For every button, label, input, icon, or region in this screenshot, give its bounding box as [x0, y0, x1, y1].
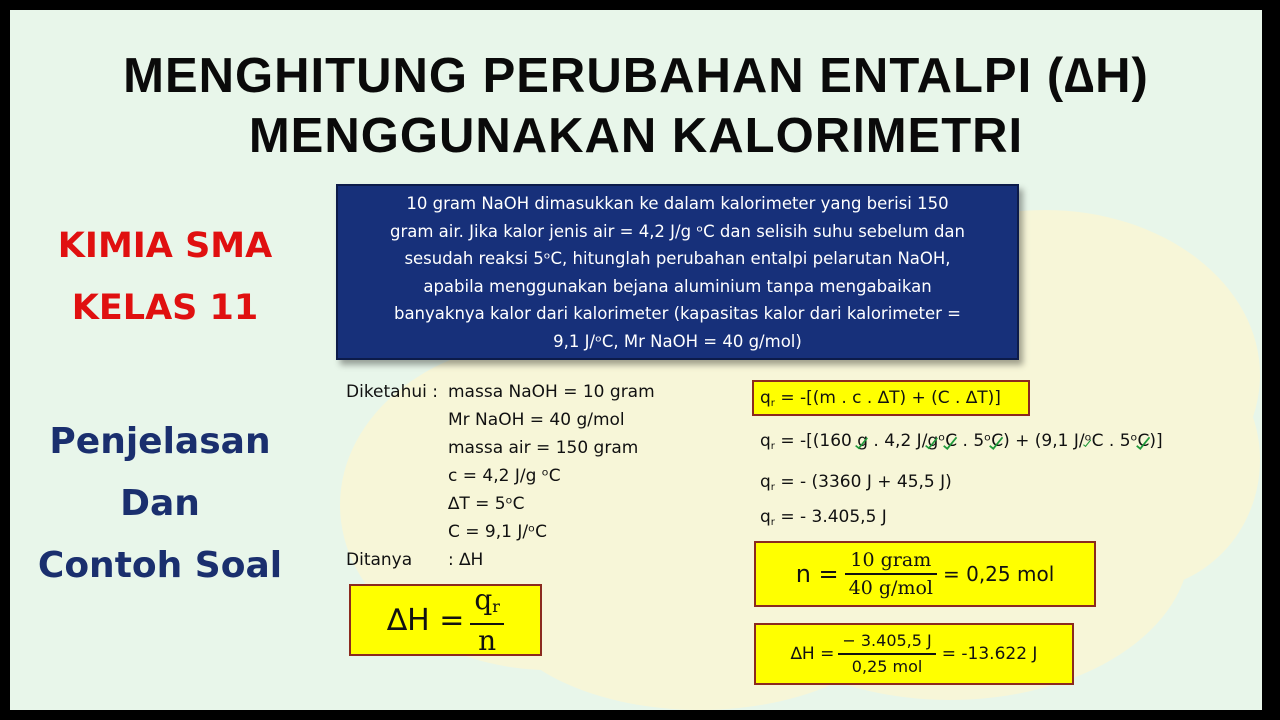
cancelled-unit — [945, 426, 957, 456]
cancelled-unit-text: C — [991, 431, 1004, 451]
q-subscript: r — [770, 441, 775, 452]
cancelled-unit — [927, 426, 938, 456]
enthalpy-result-value: = -13.622 J — [941, 644, 1038, 664]
cancelled-unit-text: C — [945, 431, 958, 451]
asked-label: Ditanya — [346, 550, 413, 570]
mole-fraction — [845, 547, 937, 601]
q-symbol: q — [760, 507, 771, 527]
description-line-3: Contoh Soal — [37, 545, 283, 586]
fraction-denominator: n — [478, 623, 497, 657]
q-symbol: q — [760, 431, 771, 451]
known-item: massa NaOH = 10 gram — [448, 382, 655, 402]
fraction-numerator: − 3.405,5 J — [838, 629, 935, 655]
enthalpy-formula-fraction — [470, 584, 504, 657]
cancelled-unit — [1138, 426, 1150, 456]
step-text: )] — [1149, 431, 1163, 451]
known-item: massa air = 150 gram — [448, 438, 639, 458]
step-text: ) + (9,1 J/ — [1003, 431, 1085, 451]
mole-calculation-box — [754, 541, 1096, 607]
cancelled-unit-text: g — [857, 431, 869, 451]
q-subscript: r — [770, 517, 775, 528]
q-symbol: q — [760, 472, 771, 492]
step-text: = - (3360 J + 45,5 J) — [780, 472, 952, 492]
known-item: Mr NaOH = 40 g/mol — [448, 410, 625, 430]
calc-step-3 — [760, 502, 887, 538]
cancelled-unit — [991, 426, 1003, 456]
problem-line: apabila menggunakan bejana aluminium tanpa mengabaikan — [423, 276, 932, 296]
cancelled-unit — [1085, 426, 1092, 456]
step-text: ᵒ — [938, 431, 946, 451]
problem-line: 9,1 J/ᵒC, Mr NaOH = 40 g/mol) — [553, 331, 802, 351]
asked-value: : ∆H — [448, 550, 484, 570]
problem-line: gram air. Jika kalor jenis air = 4,2 J/g ᵒC dan selisih suhu sebelum dan — [389, 221, 965, 241]
step-text: . 5ᵒ — [957, 431, 992, 451]
grade-label: KELAS 11 — [71, 288, 259, 328]
known-item: C = 9,1 J/ᵒC — [448, 522, 548, 542]
slide — [10, 10, 1262, 710]
step-text: . 4,2 J/ — [868, 431, 928, 451]
q-subscript: r — [770, 482, 775, 493]
page-title-line-1: MENGHITUNG PERUBAHAN ENTALPI (∆H) — [123, 49, 1149, 103]
fraction-denominator: 0,25 mol — [851, 657, 923, 676]
problem-line: sesudah reaksi 5ᵒC, hitunglah perubahan entalpi pelarutan NaOH, — [404, 249, 951, 268]
q-symbol: q — [760, 388, 771, 408]
fraction-denominator: 40 g/mol — [848, 577, 933, 599]
step-text: C . 5ᵒ — [1091, 431, 1138, 451]
enthalpy-formula-lhs: ∆H = — [387, 602, 465, 638]
cancelled-unit-text: g — [927, 431, 939, 451]
description-line-1: Penjelasan — [49, 421, 271, 462]
fraction-numerator: q — [474, 582, 493, 616]
step-text: = - 3.405,5 J — [780, 507, 887, 527]
page-title-line-2: MENGGUNAKAN KALORIMETRI — [248, 109, 1024, 163]
problem-line: banyaknya kalor dari kalorimeter (kapasitas kalor dari kalorimeter = — [393, 304, 962, 323]
known-label: Diketahui : — [346, 382, 438, 402]
q-subscript: r — [770, 398, 775, 409]
step-text: = -[(160 — [780, 431, 858, 451]
known-item: c = 4,2 J/g ᵒC — [448, 466, 561, 486]
mole-result: = 0,25 mol — [942, 562, 1055, 586]
calc-step-2 — [760, 467, 952, 503]
cancelled-unit-text: C — [1137, 431, 1150, 451]
enthalpy-result-fraction — [838, 629, 935, 679]
fraction-numerator-subscript: r — [492, 596, 500, 616]
heat-formula-box — [752, 380, 1030, 416]
problem-statement — [336, 184, 1019, 360]
subject-label: KIMIA SMA — [57, 226, 273, 266]
description-line-2: Dan — [120, 483, 200, 524]
mole-lhs: n = — [795, 560, 839, 588]
enthalpy-result-box — [754, 623, 1074, 685]
cancelled-unit — [857, 426, 868, 456]
calc-step-1 — [760, 426, 1163, 462]
enthalpy-formula-box — [349, 584, 542, 656]
fraction-numerator: 10 gram — [845, 547, 937, 575]
enthalpy-result-lhs: ∆H = — [790, 644, 835, 664]
cancelled-unit-text: ᵒ — [1084, 431, 1092, 451]
heat-formula: = -[(m . c . ∆T) + (C . ∆T)] — [780, 388, 1001, 408]
known-item: ∆T = 5ᵒC — [448, 494, 525, 514]
problem-line: 10 gram NaOH dimasukkan ke dalam kalorimeter yang berisi 150 — [406, 194, 949, 213]
